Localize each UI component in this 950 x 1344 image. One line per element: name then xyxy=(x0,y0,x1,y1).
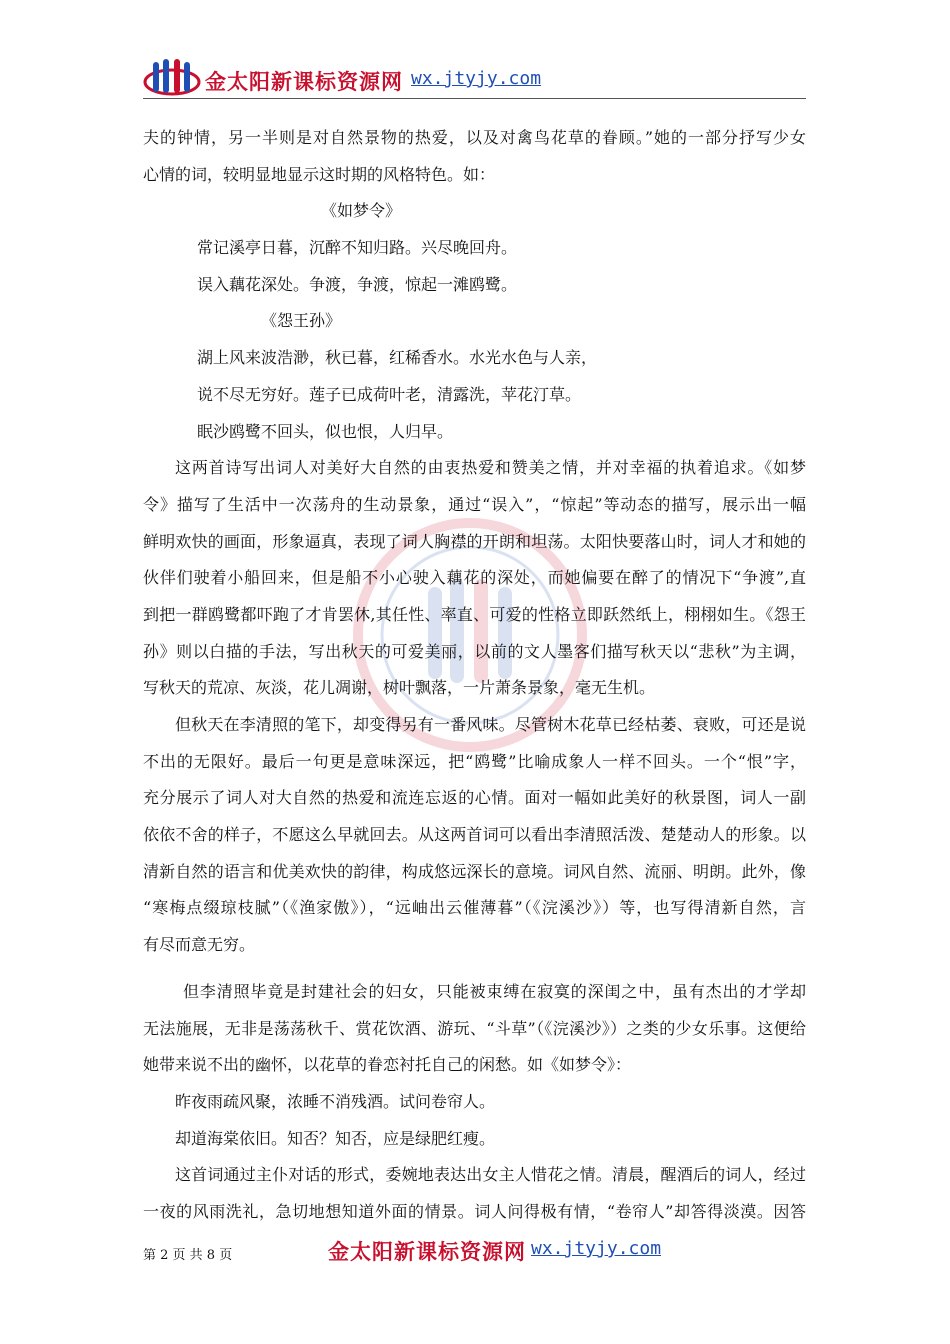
poem-line: 昨夜雨疏风聚，浓睡不消残酒。试问卷帘人。 xyxy=(175,1091,496,1111)
paragraph-line: 鲜明欢快的画面，形象逼真，表现了词人胸襟的开朗和坦荡。太阳快要落山时，词人才和她的 xyxy=(143,531,806,551)
poem-line: 常记溪亭日暮，沉醉不知归路。兴尽晚回舟。 xyxy=(197,238,518,258)
poem-title: 《如梦令》 xyxy=(321,201,402,221)
header-brand: 金太阳新课标资源网 xyxy=(205,69,403,94)
paragraph-line: 夫的钟情，另一半则是对自然景物的热爱，以及对禽鸟花草的眷顾。”她的一部分抒写少女 xyxy=(143,128,806,147)
paragraph-line: 一夜的风雨洗礼，急切地想知道外面的情景。词人问得极有情，“卷帘人”却答得淡漠。因答 xyxy=(143,1201,806,1221)
poem-line: 眠沙鸥鹭不回头，似也恨，人归早。 xyxy=(197,421,454,441)
paragraph-line: “寒梅点缀琼枝腻”（《渔家傲》），“远岫出云催薄暮”（《浣溪沙》）等，也写得清新自然，言 xyxy=(143,898,806,918)
paragraph-line: 她带来说不出的幽怀，以花草的眷恋衬托自己的闲愁。如《如梦令》： xyxy=(143,1055,632,1075)
footer-brand: 金太阳新课标资源网 xyxy=(328,1239,526,1264)
poem-line: 湖上风来波浩渺，秋已暮，红稀香水。水光水色与人亲， xyxy=(197,348,598,368)
poem-line: 说不尽无穷好。莲子已成荷叶老，清露洗，苹花汀草。 xyxy=(197,384,582,404)
paragraph-line: 这首词通过主仆对话的形式，委婉地表达出女主人惜花之情。清晨，醒酒后的词人，经过 xyxy=(175,1165,806,1185)
paragraph-line: 无法施展，无非是荡荡秋千、赏花饮酒、游玩、“斗草”（《浣溪沙》）之类的少女乐事。这便给 xyxy=(143,1018,806,1038)
paragraph-line: 伙伴们驶着小船回来，但是船不小心驶入藕花的深处，而她偏要在醉了的情况下“争渡”,直 xyxy=(143,568,806,588)
paragraph-line: 有尽而意无穷。 xyxy=(143,935,256,955)
page-footer xyxy=(143,1232,806,1266)
paragraph-line: 但秋天在李清照的笔下，却变得另有一番风味。尽管树木花草已经枯萎、衰败，可还是说 xyxy=(175,715,806,734)
header-rule xyxy=(143,98,806,99)
poem-line: 却道海棠依旧。知否？知否，应是绿肥红瘦。 xyxy=(175,1128,496,1148)
page-number: 第 2 页 共 8 页 xyxy=(143,1248,233,1263)
paragraph-line: 令》描写了生活中一次荡舟的生动景象，通过“误入”，“惊起”等动态的描写，展示出一幅 xyxy=(143,494,806,514)
poem-line: 误入藕花深处。争渡，争渡，惊起一滩鸥鹭。 xyxy=(197,274,518,294)
paragraph-line: 到把一群鸥鹭都吓跑了才肯罢休,其任性、率直、可爱的性格立即跃然纸上，栩栩如生。《怨王 xyxy=(143,604,806,624)
paragraph-line: 心情的词，较明显地显示这时期的风格特色。如： xyxy=(143,164,496,184)
paragraph-line: 依依不舍的样子，不愿这么早就回去。从这两首词可以看出李清照活泼、楚楚动人的形象。以 xyxy=(143,825,806,845)
paragraph-line: 孙》则以白描的手法，写出秋天的可爱美丽，以前的文人墨客们描写秋天以“悲秋”为主调， xyxy=(143,641,806,661)
article-body xyxy=(143,120,806,1231)
paragraph-line: 清新自然的语言和优美欢快的韵律，构成悠远深长的意境。词风自然、流丽、明朗。此外，像 xyxy=(143,861,806,881)
header-url-link[interactable]: wx.jtyjy.com xyxy=(411,68,542,89)
poem-title: 《怨王孙》 xyxy=(261,311,342,331)
paragraph-line: 但李清照毕竟是封建社会的妇女，只能被束缚在寂寞的深闺之中，虽有杰出的才学却 xyxy=(183,981,806,1001)
site-logo-icon xyxy=(143,56,201,100)
page-header xyxy=(143,52,806,100)
paragraph-line: 充分展示了词人对大自然的热爱和流连忘返的心情。面对一幅如此美好的秋景图，词人一副 xyxy=(143,788,806,808)
paragraph-line: 这两首诗写出词人对美好大自然的由衷热爱和赞美之情，并对幸福的执着追求。《如梦 xyxy=(175,458,806,478)
paragraph-line: 写秋天的荒凉、灰淡，花儿凋谢，树叶飘落，一片萧条景象，毫无生机。 xyxy=(143,678,656,698)
paragraph-line: 不出的无限好。最后一句更是意味深远，把“鸥鹭”比喻成象人一样不回头。一个“恨”字， xyxy=(143,751,806,771)
footer-url-link[interactable]: wx.jtyjy.com xyxy=(531,1238,662,1259)
